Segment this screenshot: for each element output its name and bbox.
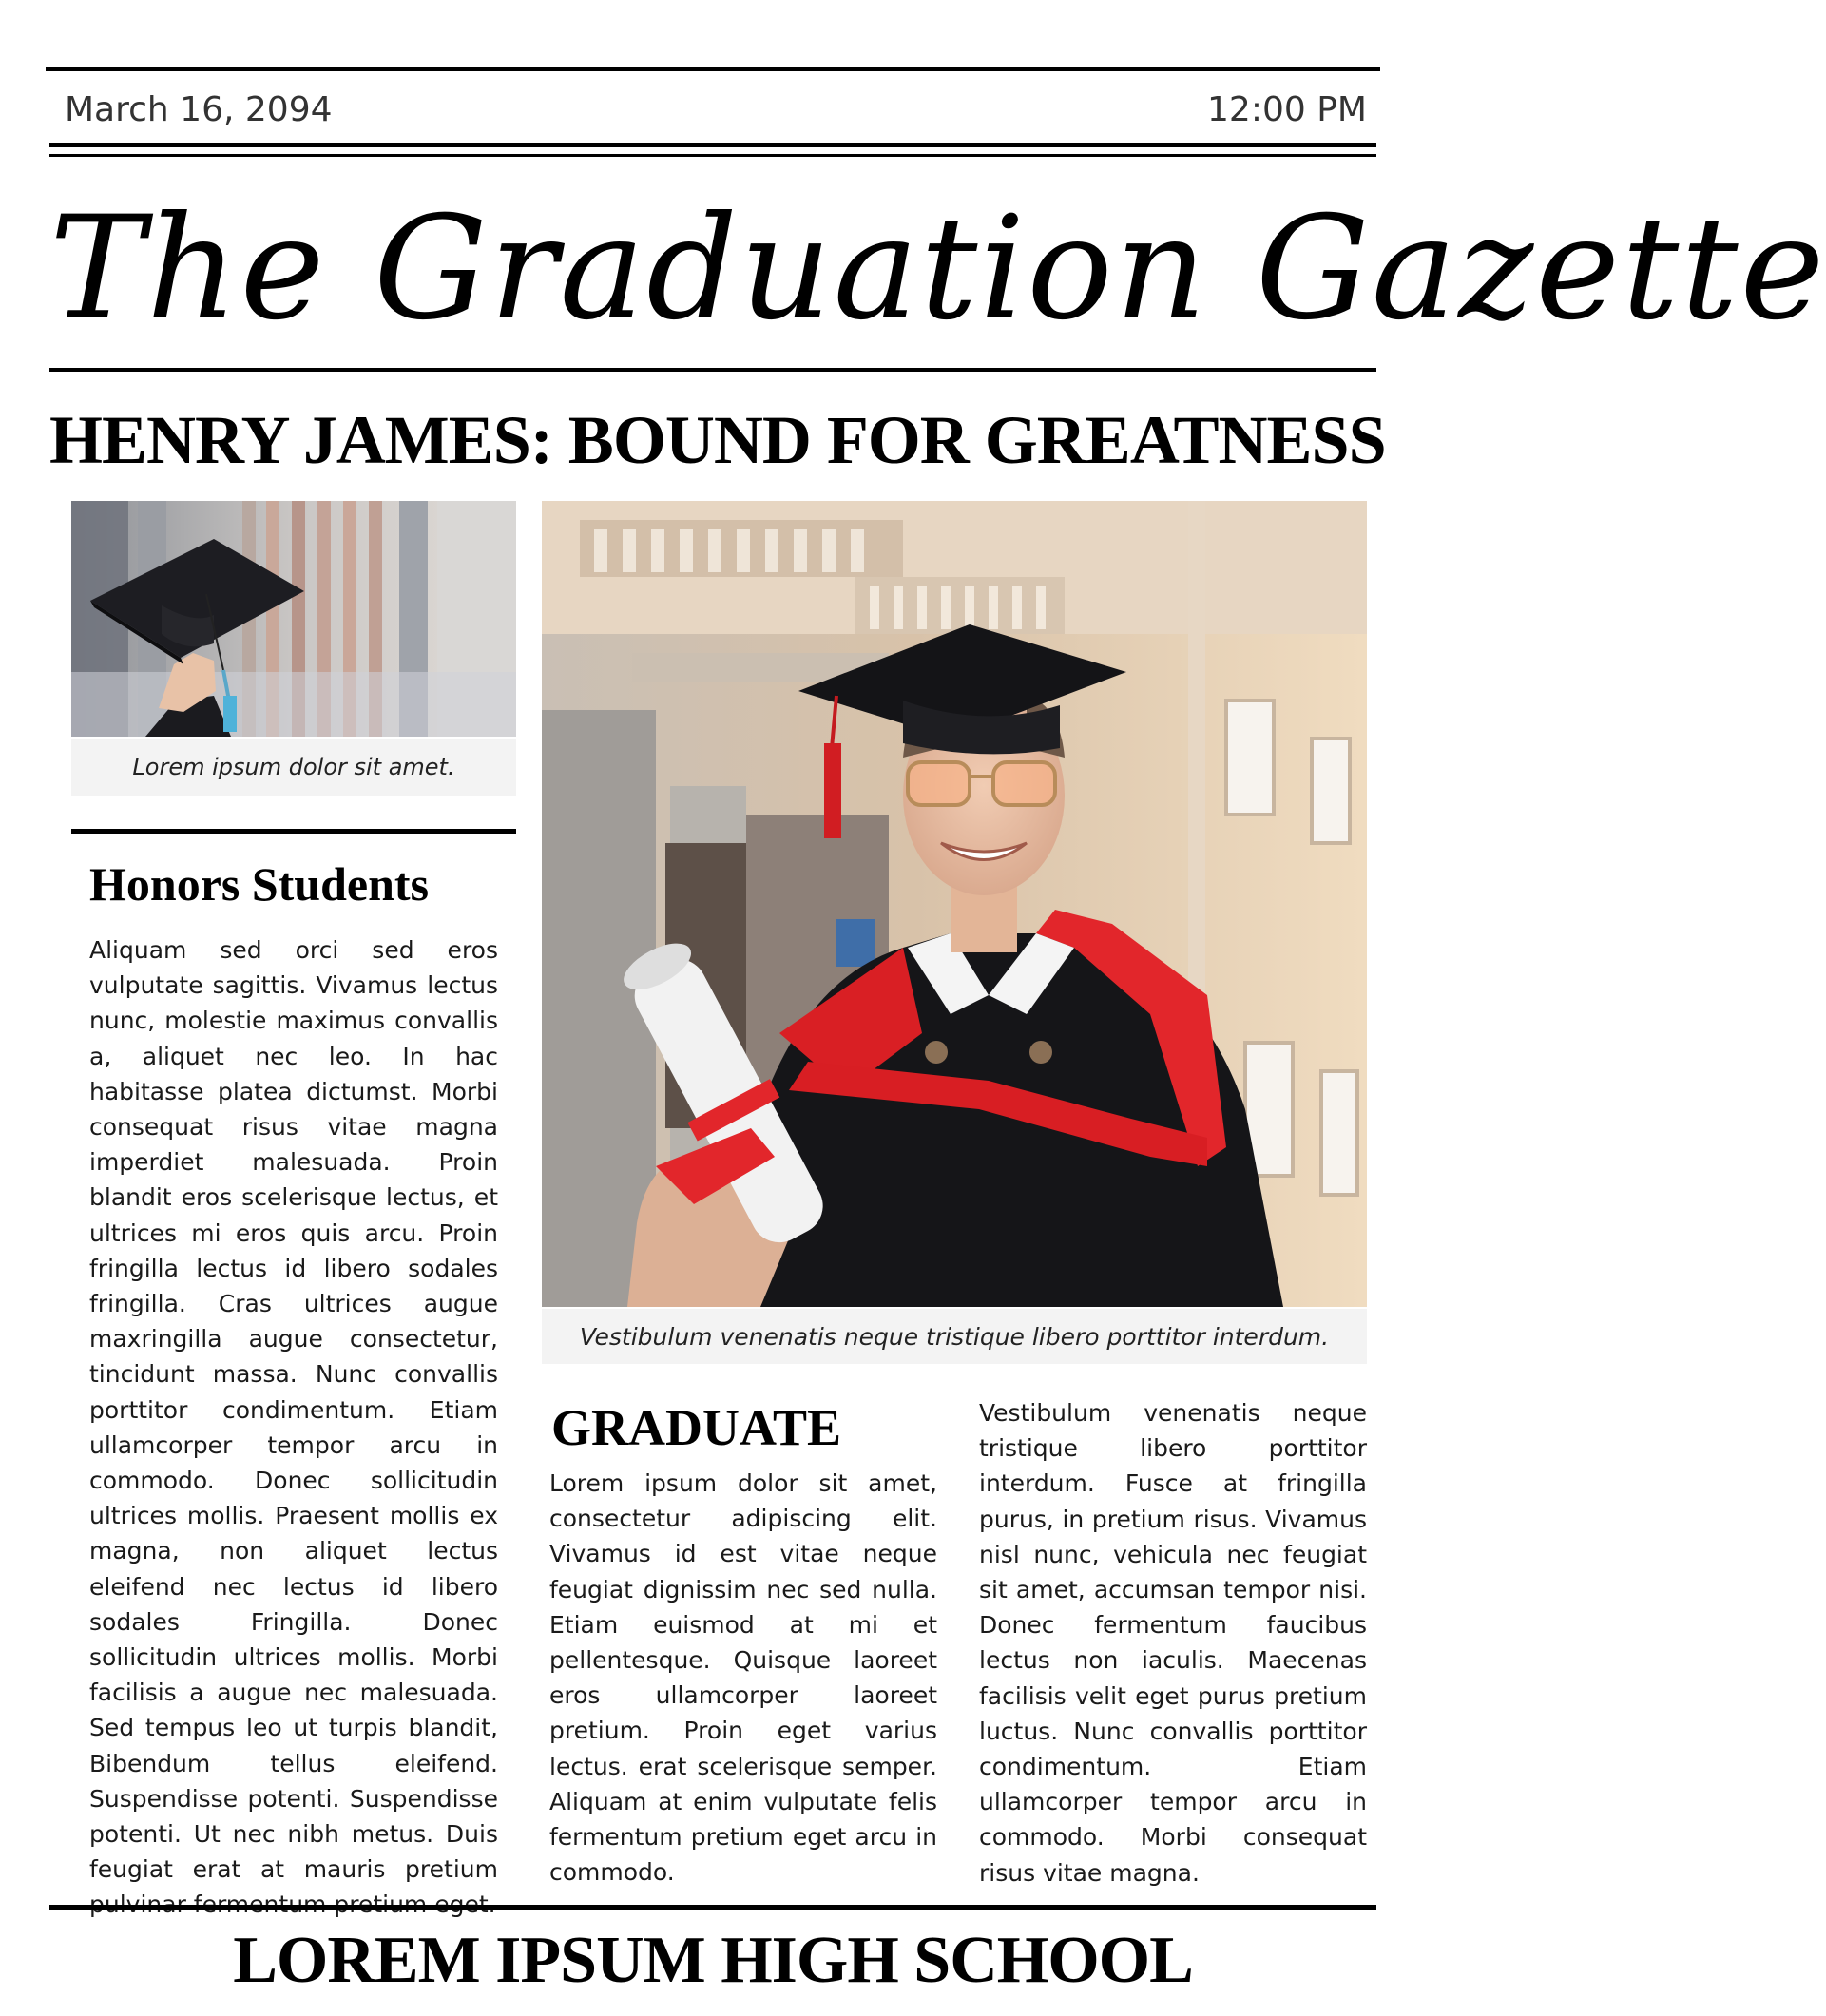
honors-title: Honors Students: [89, 857, 430, 911]
headline: HENRY JAMES: BOUND FOR GREATNESS: [49, 402, 1386, 478]
honors-body: Aliquam sed orci sed eros vulputate sagittis. Vivamus lectus nunc, molestie maximus convallis a, aliquet nec leo. In hac habitasse platea dictumst. Morbi consequat risus vitae magna imperdiet malesuada. Proin blandit eros scelerisque lectus, et ultrices mi eros quis arcu. Proin fringilla lectus id libero sodales fringilla. Cras ultrices augue maxringilla augue consectetur, tincidunt massa. Nunc convallis porttitor condimentum. Etiam ullamcorper tempor arcu in commodo. Donec sollicitudin ultrices mollis. Praesent mollis ex magna, non aliquet lectus eleifend nec lectus id libero sodales Fringilla. Donec sollicitudin ultrices mollis. Morbi facilisis a augue nec malesuada. Sed tempus leo ut turpis blandit, Bibendum tellus eleifend. Suspendisse potenti. Suspendisse potenti. Ut nec nibh metus. Duis feugiat erat at mauris pretium: [89, 936, 498, 1884]
graduate-body-column-2: Vestibulum venenatis neque tristique libero porttitor interdum. Fusce at fringilla purus, in pretium risus. Vivamus nisl nunc, vehicula nec feugiat sit amet, accumsan tempor nisi. Donec fermentum faucibus lectus non iaculis. Maecenas facilisis velit eget purus pretium luctus. Nunc convallis porttitor condimentum. Etiam ullamcorper tempor arcu in commodo. Morbi consequat risus vitae magna.: [979, 1399, 1367, 1887]
graduate-body-column-1: Lorem ipsum dolor sit amet, consectetur adipiscing elit. Vivamus id est vitae neque feugiat dignissim nec sed nulla. Etiam euismod at mi et pellentesque. Quisque laoreet eros ullamcorper laoreet pretium. Proin eget varius lectus. erat scelerisque semper. Aliquam at enim vulputate felis fermentum pretium eget arcu in commodo.: [549, 1469, 937, 1887]
issue-date: March 16, 2094: [65, 90, 333, 129]
graduate-title: GRADUATE: [551, 1399, 842, 1456]
masthead-rule: [49, 368, 1376, 372]
header-double-rule-bottom: [49, 154, 1376, 157]
cap-photo-image: [71, 501, 516, 737]
cap-photo: [71, 501, 516, 737]
graduate-photo-caption: Vestibulum venenatis neque tristique libero porttitor interdum.: [542, 1309, 1367, 1364]
header-double-rule-top: [49, 143, 1376, 147]
issue-time: 12:00 PM: [1207, 90, 1367, 129]
footer-rule: [49, 1905, 1376, 1910]
left-column-rule: [71, 829, 516, 834]
graduate-photo: [542, 501, 1367, 1307]
graduate-photo-image: [542, 501, 1367, 1307]
top-rule: [46, 67, 1380, 71]
masthead-title: The Graduation Gazette: [49, 186, 1826, 352]
cap-photo-caption: Lorem ipsum dolor sit amet.: [71, 739, 516, 796]
school-name: LOREM IPSUM HIGH SCHOOL: [233, 1924, 1193, 1997]
